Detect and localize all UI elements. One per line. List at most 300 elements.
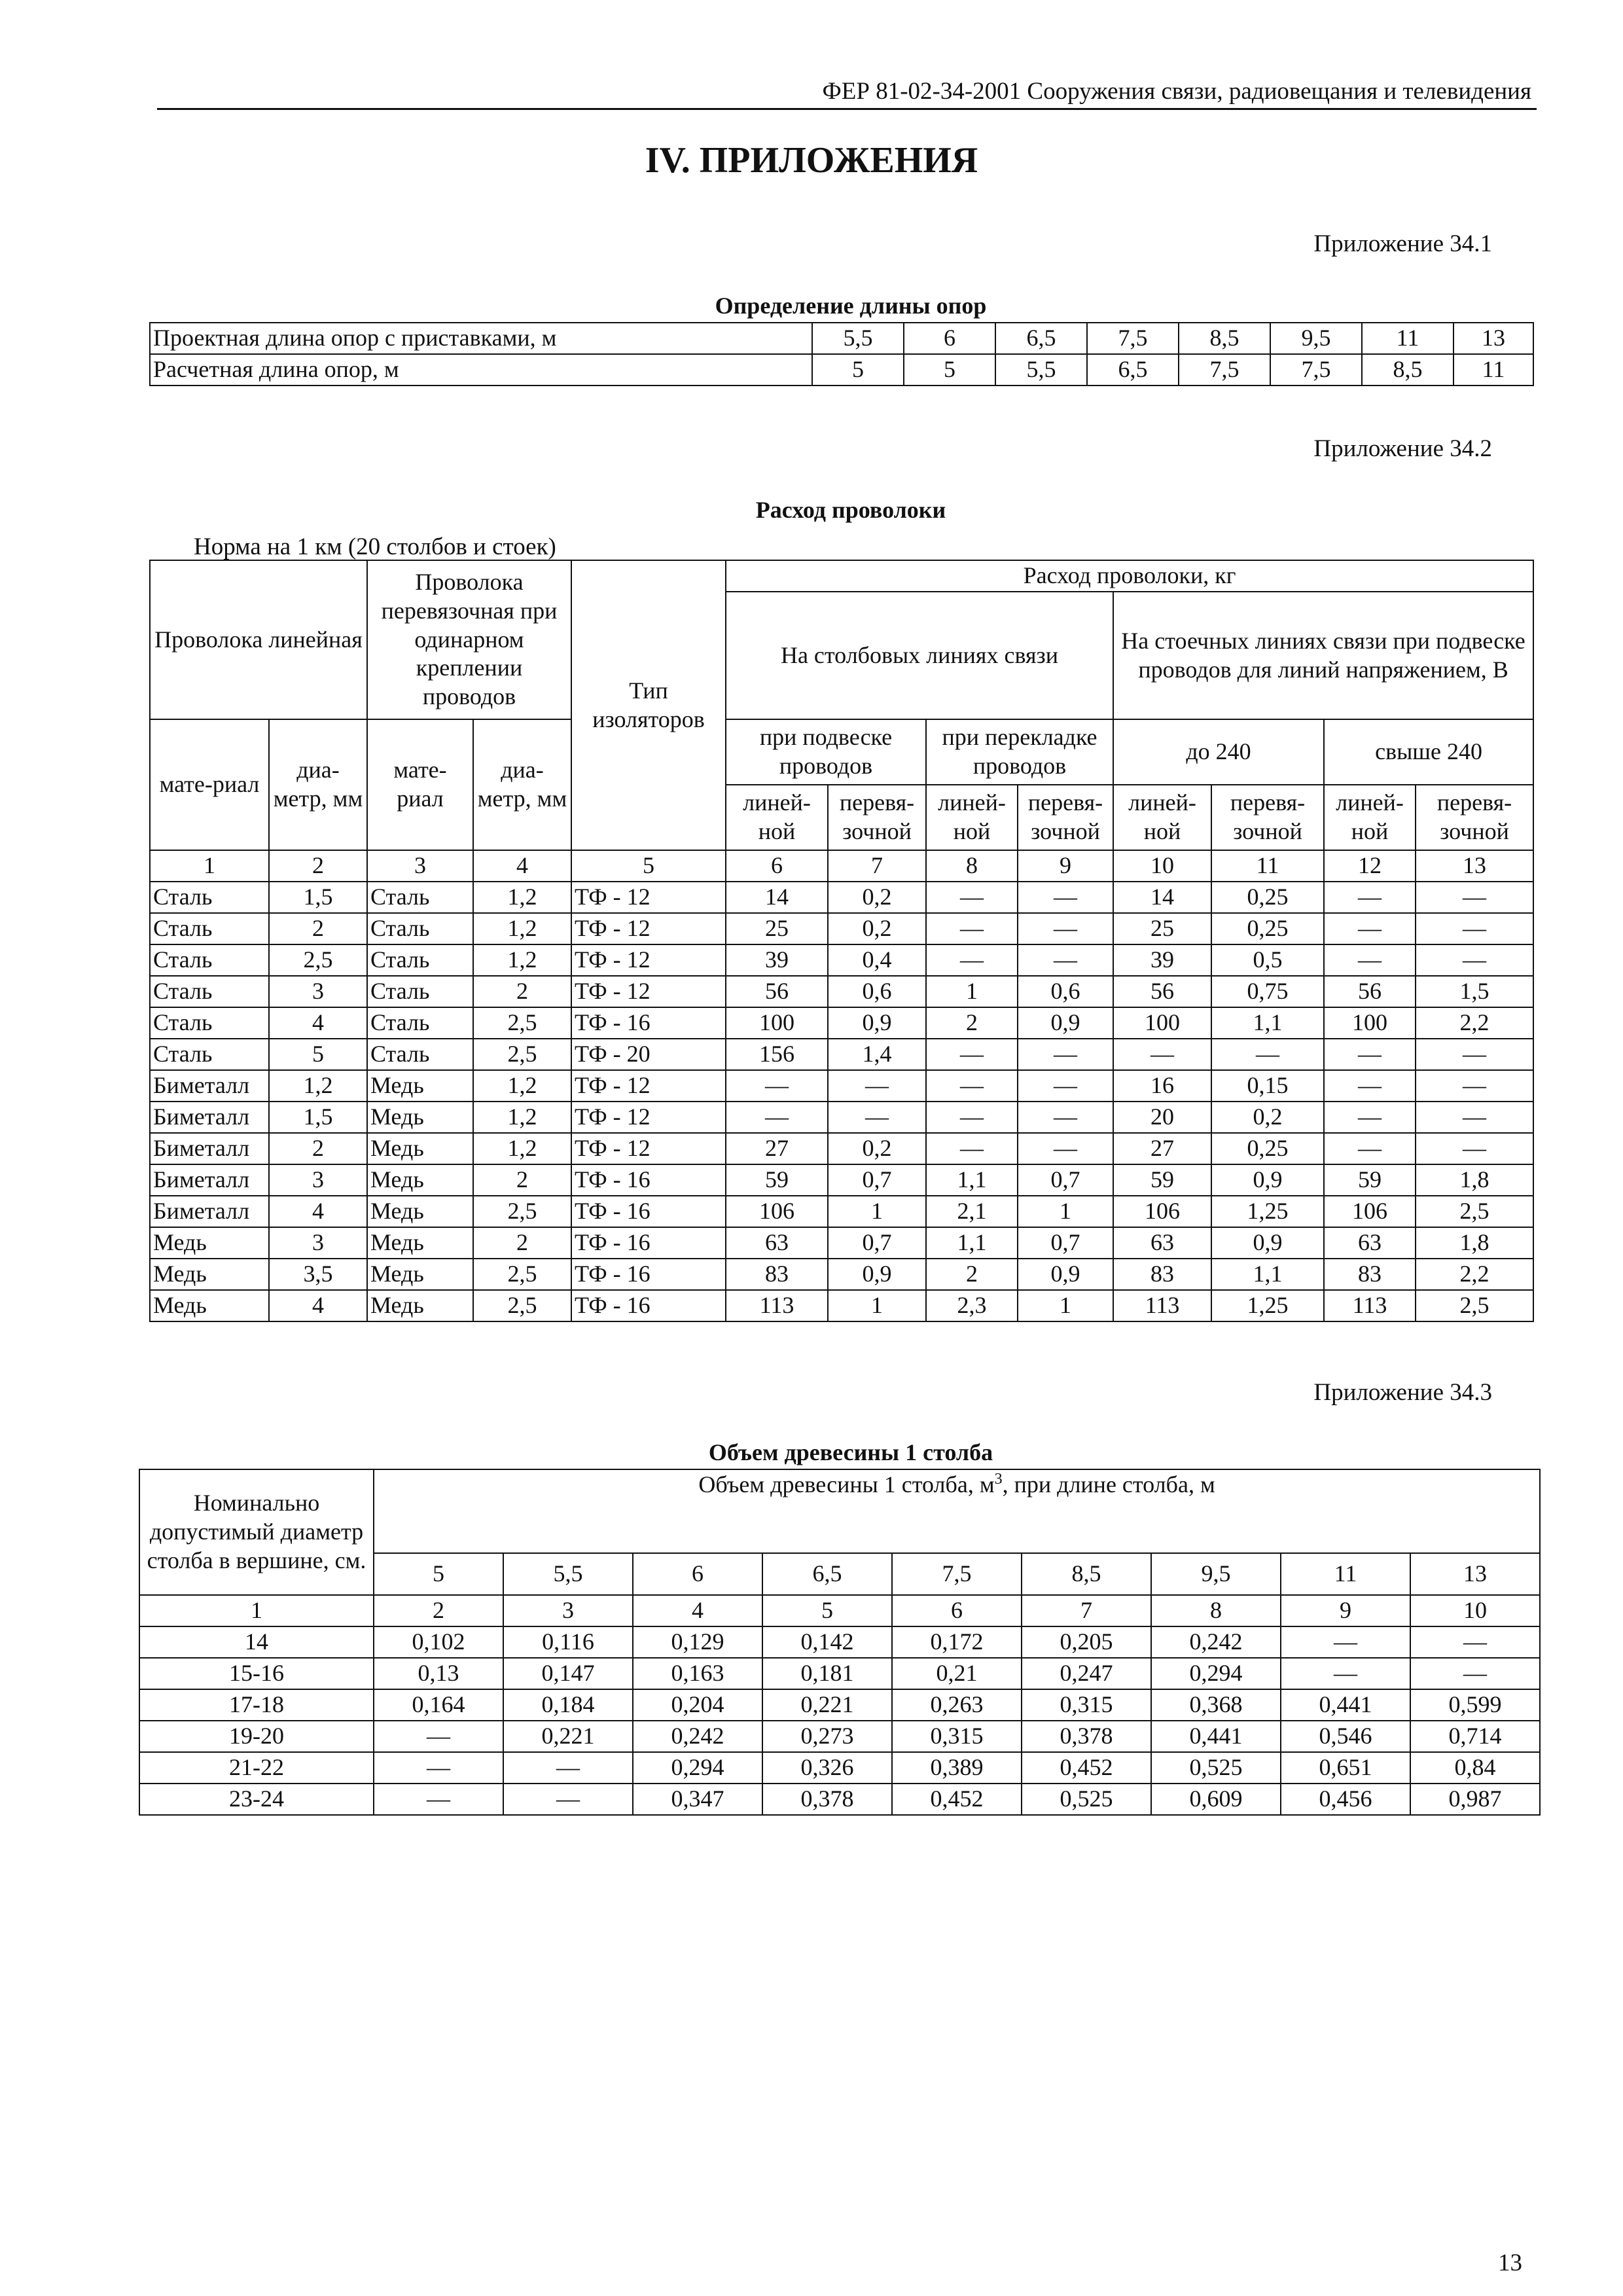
column-number: 1 [150, 850, 269, 882]
table-row [150, 1133, 1533, 1164]
header-wood-volume-text: Объем древесины 1 столба, м [698, 1471, 995, 1498]
table-cell: — [926, 1133, 1018, 1164]
table-cell: 2,5 [473, 1290, 571, 1321]
header-tie-col: перевя-зочной [1211, 785, 1324, 850]
table-cell: 9,5 [1270, 323, 1362, 354]
table-cell: ТФ - 12 [571, 882, 726, 913]
table-cell: Сталь [367, 976, 473, 1007]
table-cell: 2 [269, 1133, 367, 1164]
table-cell: 1,2 [473, 1133, 571, 1164]
table-cell: 0,7 [1018, 1164, 1113, 1196]
table-cell: 113 [1113, 1290, 1211, 1321]
table-cell: Медь [367, 1259, 473, 1290]
column-number: 3 [503, 1595, 633, 1626]
table-cell: 0,326 [762, 1752, 892, 1784]
table-cell: Сталь [150, 1007, 269, 1039]
table-cell: 0,221 [503, 1721, 633, 1752]
table-cell: Медь [367, 1133, 473, 1164]
table-row [139, 1658, 1540, 1689]
table-cell: 1,8 [1416, 1164, 1533, 1196]
header-relay: при перекладке проводов [926, 719, 1113, 785]
table-cell: 2,5 [1416, 1290, 1533, 1321]
table-cell: 0,205 [1022, 1626, 1151, 1658]
table-cell: Сталь [367, 913, 473, 944]
table-cell: 0,142 [762, 1626, 892, 1658]
table-cell: Сталь [367, 882, 473, 913]
table-cell: Биметалл [150, 1102, 269, 1133]
table-cell: 6,5 [1087, 354, 1179, 386]
table-cell: 6,5 [995, 323, 1087, 354]
table-cell: — [926, 1039, 1018, 1070]
table-cell: ТФ - 12 [571, 1102, 726, 1133]
table-cell: 63 [1324, 1227, 1416, 1259]
column-number: 10 [1410, 1595, 1540, 1626]
table-cell: 0,2 [1211, 1102, 1324, 1133]
pole-length-rows [150, 323, 1533, 386]
table-cell: 1,5 [269, 1102, 367, 1133]
table-cell: 3 [269, 1227, 367, 1259]
table-cell: 0,294 [1151, 1658, 1281, 1689]
table-cell: — [374, 1784, 503, 1815]
header-line-col: линей-ной [926, 785, 1018, 850]
table-cell: 2 [473, 1227, 571, 1259]
table-row [150, 976, 1533, 1007]
table-cell: 0,651 [1281, 1752, 1410, 1784]
table-cell: 7,5 [1179, 354, 1270, 386]
table-cell: Сталь [367, 1007, 473, 1039]
table-cell: 1,2 [473, 1070, 571, 1102]
table-cell: 2 [473, 1164, 571, 1196]
table-cell: — [374, 1752, 503, 1784]
column-number: 2 [269, 850, 367, 882]
table-cell: — [1018, 1070, 1113, 1102]
table-cell: 0,9 [828, 1259, 926, 1290]
table-cell: 0,184 [503, 1689, 633, 1721]
table-row [150, 1227, 1533, 1259]
table-cell: 56 [726, 976, 828, 1007]
header-consumption: Расход проволоки, кг [726, 560, 1533, 592]
wood-volume-rows [139, 1595, 1540, 1815]
table-cell: 0,441 [1281, 1689, 1410, 1721]
table-cell: 0,9 [828, 1007, 926, 1039]
table-cell: Сталь [150, 882, 269, 913]
header-tie-col: перевя-зочной [828, 785, 926, 850]
table-cell: 0,13 [374, 1658, 503, 1689]
table-cell: Медь [150, 1259, 269, 1290]
table-row [139, 1721, 1540, 1752]
table-cell: 113 [726, 1290, 828, 1321]
table-cell: 3,5 [269, 1259, 367, 1290]
table-cell: Биметалл [150, 1133, 269, 1164]
table-cell: 0,263 [892, 1689, 1022, 1721]
appendix-34-3-label: Приложение 34.3 [1313, 1379, 1492, 1406]
column-number: 7 [828, 850, 926, 882]
table-cell: 4 [269, 1196, 367, 1227]
table-cell: 4 [269, 1007, 367, 1039]
table-cell: 0,294 [633, 1752, 762, 1784]
table-cell: 17-18 [139, 1689, 374, 1721]
table-cell: ТФ - 16 [571, 1290, 726, 1321]
table-cell: 2 [926, 1007, 1018, 1039]
table-cell: — [1324, 1039, 1416, 1070]
table-cell: ТФ - 12 [571, 1070, 726, 1102]
appendix-34-3-caption: Объем древесины 1 столба [708, 1439, 993, 1465]
table-cell: 14 [726, 882, 828, 913]
table-cell: Сталь [150, 944, 269, 976]
header-wood-volume-unit-sup: 3 [994, 1471, 1003, 1488]
table-cell: 14 [1113, 882, 1211, 913]
table-cell: 0,242 [1151, 1626, 1281, 1658]
table-cell: 2 [473, 976, 571, 1007]
table-row [139, 1752, 1540, 1784]
table-cell: 0,609 [1151, 1784, 1281, 1815]
table-cell: 1 [1018, 1290, 1113, 1321]
table-cell: 6 [904, 323, 995, 354]
table-cell: 0,164 [374, 1689, 503, 1721]
table-cell: Биметалл [150, 1196, 269, 1227]
table-cell: 0,599 [1410, 1689, 1540, 1721]
table-cell: — [1018, 913, 1113, 944]
header-over-240: свыше 240 [1324, 719, 1533, 785]
table-cell: 0,221 [762, 1689, 892, 1721]
column-number: 4 [473, 850, 571, 882]
length-header: 5 [374, 1553, 503, 1595]
table-cell: 56 [1324, 976, 1416, 1007]
header-line-col: линей-ной [726, 785, 828, 850]
table-cell: 5,5 [812, 323, 904, 354]
page-title: IV. ПРИЛОЖЕНИЯ [645, 140, 978, 181]
table-cell: 0,315 [892, 1721, 1022, 1752]
table-cell: Медь [367, 1196, 473, 1227]
table-cell: 0,378 [1022, 1721, 1151, 1752]
table-cell: Медь [367, 1070, 473, 1102]
table-cell: 21-22 [139, 1752, 374, 1784]
column-number: 6 [726, 850, 828, 882]
table-cell: — [926, 944, 1018, 976]
table-row [139, 1626, 1540, 1658]
table-cell: — [1410, 1626, 1540, 1658]
table-cell: 113 [1324, 1290, 1416, 1321]
appendix-34-2-label: Приложение 34.2 [1313, 435, 1492, 462]
table-cell: — [1324, 1133, 1416, 1164]
table-cell: 2,5 [473, 1039, 571, 1070]
table-cell: 63 [1113, 1227, 1211, 1259]
table-cell: — [1211, 1039, 1324, 1070]
length-header: 13 [1410, 1553, 1540, 1595]
header-tie-col: перевя-зочной [1018, 785, 1113, 850]
table-cell: 0,84 [1410, 1752, 1540, 1784]
table-cell: — [1324, 944, 1416, 976]
column-number: 5 [762, 1595, 892, 1626]
header-rack-lines: На стоечных линиях связи при подвеске проводов для линий напряжением, В [1113, 592, 1533, 719]
running-header: ФЕР 81-02-34-2001 Сооружения связи, радиовещания и телевидения [822, 78, 1531, 105]
table-cell: 83 [1113, 1259, 1211, 1290]
table-cell: 0,525 [1022, 1784, 1151, 1815]
table-cell: — [926, 1070, 1018, 1102]
table-cell: 0,452 [1022, 1752, 1151, 1784]
table-cell: 2,5 [473, 1259, 571, 1290]
table-cell: Сталь [150, 913, 269, 944]
table-cell: 1,5 [1416, 976, 1533, 1007]
table-cell: Биметалл [150, 1070, 269, 1102]
table-cell: — [1416, 1070, 1533, 1102]
length-header: 9,5 [1151, 1553, 1281, 1595]
table-cell: — [1324, 882, 1416, 913]
length-header: 6 [633, 1553, 762, 1595]
column-number: 9 [1281, 1595, 1410, 1626]
table-cell: Медь [150, 1290, 269, 1321]
table-cell: — [1416, 913, 1533, 944]
table-cell: 0,15 [1211, 1070, 1324, 1102]
column-number: 3 [367, 850, 473, 882]
table-cell: Медь [150, 1227, 269, 1259]
table-cell: 0,129 [633, 1626, 762, 1658]
header-insulator-type: Тип изоляторов [571, 560, 726, 850]
table-cell: 11 [1454, 354, 1533, 386]
table-cell: 0,456 [1281, 1784, 1410, 1815]
table-cell: ТФ - 16 [571, 1007, 726, 1039]
column-number: 12 [1324, 850, 1416, 882]
table-cell: 100 [1113, 1007, 1211, 1039]
table-row [150, 1070, 1533, 1102]
table-cell: 27 [726, 1133, 828, 1164]
table-row [150, 882, 1533, 913]
table-cell: 0,147 [503, 1658, 633, 1689]
table-cell: ТФ - 16 [571, 1196, 726, 1227]
table-cell: 13 [1454, 323, 1533, 354]
column-number: 9 [1018, 850, 1113, 882]
table-cell: ТФ - 16 [571, 1227, 726, 1259]
table-cell: 1,2 [473, 944, 571, 976]
header-rule [157, 108, 1537, 110]
table-cell: 2,3 [926, 1290, 1018, 1321]
table-cell: — [1324, 1102, 1416, 1133]
table-cell: 11 [1362, 323, 1454, 354]
header-line-col: линей-ной [1113, 785, 1211, 850]
table-cell: ТФ - 12 [571, 976, 726, 1007]
column-number: 7 [1022, 1595, 1151, 1626]
table-cell: — [1113, 1039, 1211, 1070]
table-cell: 0,2 [828, 882, 926, 913]
header-up-to-240: до 240 [1113, 719, 1324, 785]
table-cell: 3 [269, 1164, 367, 1196]
table-cell: 1 [828, 1290, 926, 1321]
table-cell: 39 [1113, 944, 1211, 976]
column-number: 8 [926, 850, 1018, 882]
table-cell: 59 [1324, 1164, 1416, 1196]
table-cell: 2,5 [473, 1196, 571, 1227]
length-header: 7,5 [892, 1553, 1022, 1595]
wood-volume-table [139, 1469, 1541, 1816]
table-cell: 83 [1324, 1259, 1416, 1290]
table-cell: Медь [367, 1164, 473, 1196]
table-cell: 7,5 [1087, 323, 1179, 354]
table-row [139, 1689, 1540, 1721]
table-cell: — [503, 1752, 633, 1784]
table-row [150, 323, 1533, 354]
table-cell: 0,163 [633, 1658, 762, 1689]
table-cell: 7,5 [1270, 354, 1362, 386]
table-cell: 0,273 [762, 1721, 892, 1752]
table-cell: 4 [269, 1290, 367, 1321]
table-cell: 8,5 [1362, 354, 1454, 386]
table-cell: 0,242 [633, 1721, 762, 1752]
table-cell: 0,315 [1022, 1689, 1151, 1721]
table-row [150, 1259, 1533, 1290]
table-cell: — [1416, 944, 1533, 976]
table-cell: 0,116 [503, 1626, 633, 1658]
table-cell: 2,2 [1416, 1007, 1533, 1039]
table-cell: — [1324, 913, 1416, 944]
table-cell: 0,102 [374, 1626, 503, 1658]
column-number: 4 [633, 1595, 762, 1626]
table-row [150, 1039, 1533, 1070]
length-header: 5,5 [503, 1553, 633, 1595]
row-label: Проектная длина опор с приставками, м [150, 323, 812, 354]
table-cell: 0,181 [762, 1658, 892, 1689]
column-number: 5 [571, 850, 726, 882]
table-cell: 0,25 [1211, 1133, 1324, 1164]
table-cell: — [374, 1721, 503, 1752]
table-cell: 106 [726, 1196, 828, 1227]
table-cell: 1,5 [269, 882, 367, 913]
table-cell: 0,6 [828, 976, 926, 1007]
table-cell: 1,25 [1211, 1290, 1324, 1321]
table-cell: 1 [926, 976, 1018, 1007]
row-label: Расчетная длина опор, м [150, 354, 812, 386]
header-tie-wire: Проволока перевязочная при одинарном креплении проводов [367, 560, 571, 719]
table-cell: 0,9 [1018, 1007, 1113, 1039]
appendix-34-1-caption: Определение длины опор [715, 293, 987, 319]
column-number-row [150, 850, 1533, 882]
table-cell: 0,546 [1281, 1721, 1410, 1752]
table-cell: 100 [726, 1007, 828, 1039]
appendix-34-1-label: Приложение 34.1 [1313, 230, 1492, 257]
table-cell: 2,1 [926, 1196, 1018, 1227]
table-cell: ТФ - 12 [571, 913, 726, 944]
table-cell: 0,204 [633, 1689, 762, 1721]
table-row [150, 944, 1533, 976]
table-cell: — [1018, 882, 1113, 913]
table-cell: 0,247 [1022, 1658, 1151, 1689]
table-cell: 63 [726, 1227, 828, 1259]
table-cell: 1,2 [473, 1102, 571, 1133]
column-number: 2 [374, 1595, 503, 1626]
table-cell: — [1416, 1102, 1533, 1133]
table-row [150, 1290, 1533, 1321]
table-cell: Медь [367, 1290, 473, 1321]
table-cell: 0,25 [1211, 913, 1324, 944]
table-cell: — [1324, 1070, 1416, 1102]
column-number-row [139, 1595, 1540, 1626]
table-cell: — [828, 1070, 926, 1102]
table-cell: 0,6 [1018, 976, 1113, 1007]
table-cell: — [726, 1070, 828, 1102]
table-cell: — [1018, 944, 1113, 976]
table-cell: — [1018, 1133, 1113, 1164]
table-row [150, 1164, 1533, 1196]
table-cell: 0,368 [1151, 1689, 1281, 1721]
table-cell: — [926, 882, 1018, 913]
table-cell: 0,441 [1151, 1721, 1281, 1752]
appendix-34-2-caption: Расход проволоки [755, 497, 946, 523]
table-cell: 0,172 [892, 1626, 1022, 1658]
table-cell: — [828, 1102, 926, 1133]
table-cell: 0,5 [1211, 944, 1324, 976]
table-cell: 2,2 [1416, 1259, 1533, 1290]
table-cell: 0,525 [1151, 1752, 1281, 1784]
table-cell: 0,378 [762, 1784, 892, 1815]
table-cell: 2 [926, 1259, 1018, 1290]
table-row [150, 1007, 1533, 1039]
table-cell: 1 [1018, 1196, 1113, 1227]
header-top-diameter: Номинально допустимый диаметр столба в вершине, см. [139, 1469, 374, 1595]
table-cell: Сталь [150, 976, 269, 1007]
header-wood-volume [374, 1469, 1540, 1553]
header-linear-diameter: диа-метр, мм [269, 719, 367, 850]
table-cell: 14 [139, 1626, 374, 1658]
table-cell: 1,25 [1211, 1196, 1324, 1227]
table-cell: 5 [269, 1039, 367, 1070]
table-cell: Сталь [367, 1039, 473, 1070]
norm-note: Норма на 1 км (20 столбов и стоек) [194, 533, 556, 560]
table-cell: 0,2 [828, 1133, 926, 1164]
table-cell: 1 [828, 1196, 926, 1227]
header-wood-volume-tail: , при длине столба, м [1002, 1471, 1215, 1498]
table-row [150, 354, 1533, 386]
table-cell: 39 [726, 944, 828, 976]
header-linear-material: мате-риал [150, 719, 269, 850]
table-cell: — [1416, 882, 1533, 913]
column-number: 6 [892, 1595, 1022, 1626]
table-cell: 5 [812, 354, 904, 386]
table-cell: 0,389 [892, 1752, 1022, 1784]
table-cell: 1,2 [269, 1070, 367, 1102]
table-cell: 20 [1113, 1102, 1211, 1133]
table-cell: 106 [1113, 1196, 1211, 1227]
table-cell: — [726, 1102, 828, 1133]
table-cell: 100 [1324, 1007, 1416, 1039]
table-cell: ТФ - 16 [571, 1259, 726, 1290]
table-cell: Сталь [150, 1039, 269, 1070]
table-cell: 0,9 [1211, 1164, 1324, 1196]
table-cell: ТФ - 20 [571, 1039, 726, 1070]
table-cell: ТФ - 16 [571, 1164, 726, 1196]
table-cell: — [1410, 1658, 1540, 1689]
table-cell: 0,75 [1211, 976, 1324, 1007]
table-cell: 15-16 [139, 1658, 374, 1689]
table-cell: Сталь [367, 944, 473, 976]
table-cell: 83 [726, 1259, 828, 1290]
table-cell: 0,25 [1211, 882, 1324, 913]
header-suspension: при подвеске проводов [726, 719, 926, 785]
table-cell: 1,8 [1416, 1227, 1533, 1259]
table-cell: — [1018, 1102, 1113, 1133]
length-header: 11 [1281, 1553, 1410, 1595]
table-cell: 5 [904, 354, 995, 386]
header-pole-lines: На столбовых линиях связи [726, 592, 1113, 719]
table-cell: 2,5 [1416, 1196, 1533, 1227]
table-cell: 0,21 [892, 1658, 1022, 1689]
header-tie-diameter: диа-метр, мм [473, 719, 571, 850]
table-cell: 3 [269, 976, 367, 1007]
table-cell: 19-20 [139, 1721, 374, 1752]
wire-consumption-table [149, 560, 1534, 1322]
table-cell: 16 [1113, 1070, 1211, 1102]
table-cell: 56 [1113, 976, 1211, 1007]
length-header: 8,5 [1022, 1553, 1151, 1595]
length-header: 6,5 [762, 1553, 892, 1595]
